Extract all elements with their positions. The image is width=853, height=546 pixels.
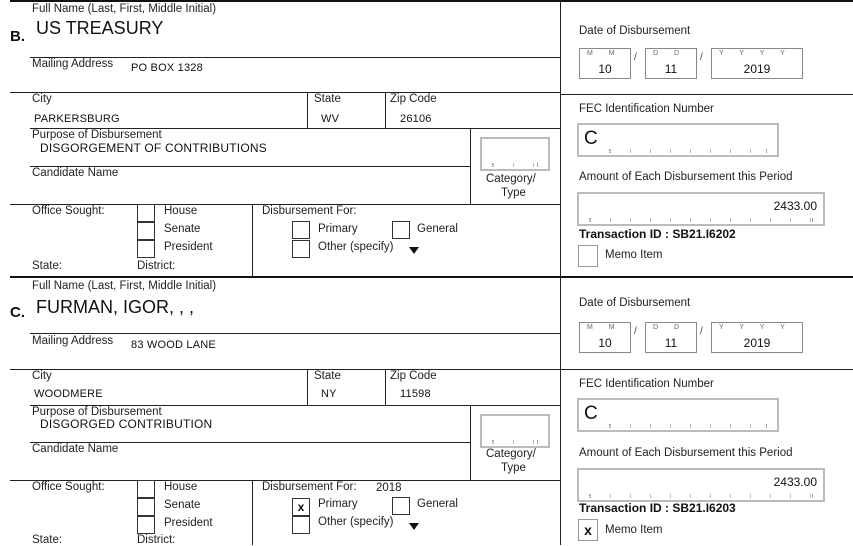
president-label: President: [164, 517, 213, 529]
down-arrow-icon: [409, 523, 419, 530]
entry-c: [0, 276, 853, 545]
primary-checkbox[interactable]: x: [292, 498, 310, 516]
primary-label: Primary: [318, 223, 358, 235]
date-year-value: 2019: [743, 62, 771, 76]
office-sought-label: Office Sought:: [32, 481, 105, 493]
district-label: District:: [137, 534, 176, 546]
section-border: [10, 276, 853, 278]
divider: [30, 333, 560, 334]
fec-id-label: FEC Identification Number: [579, 103, 714, 115]
disbursement-for-label: Disbursement For:: [262, 481, 357, 493]
category-type-label: Category/: [486, 448, 536, 460]
other-checkbox[interactable]: [292, 516, 310, 534]
city-label: City: [32, 93, 52, 105]
other-label: Other (specify): [318, 516, 394, 528]
category-type-label-2: Type: [501, 462, 526, 474]
memo-checkbox[interactable]: [578, 245, 598, 267]
section-letter: B.: [10, 28, 25, 45]
state-footer-label: State:: [32, 260, 63, 272]
general-checkbox[interactable]: [392, 221, 410, 239]
category-type-label: Category/: [486, 173, 536, 185]
amount-value: 2433.00: [773, 475, 817, 489]
mailing-address-value: PO BOX 1328: [131, 62, 203, 74]
mailing-address-label: Mailing Address: [32, 335, 114, 347]
senate-checkbox[interactable]: [137, 498, 155, 516]
date-year-box[interactable]: [711, 48, 803, 79]
divider: [307, 369, 308, 405]
state-label: State: [314, 370, 341, 382]
divider: [307, 92, 308, 128]
city-value: WOODMERE: [34, 388, 103, 400]
amount-field[interactable]: [577, 468, 825, 502]
senate-label: Senate: [164, 499, 201, 511]
transaction-id: Transaction ID : SB21.I6203: [579, 501, 736, 515]
full-name-label: Full Name (Last, First, Middle Initial): [32, 3, 217, 15]
month-placeholder: M M: [587, 50, 622, 57]
date-day-value: 11: [664, 336, 678, 350]
divider: [385, 369, 386, 405]
house-label: House: [164, 481, 198, 493]
president-label: President: [164, 241, 213, 253]
amount-label: Amount of Each Disbursement this Period: [579, 447, 793, 459]
house-label: House: [164, 205, 198, 217]
fec-id-prefix: C: [584, 403, 598, 424]
month-placeholder: M M: [587, 324, 622, 331]
candidate-name-label: Candidate Name: [32, 443, 119, 455]
payee-name: US TREASURY: [36, 18, 164, 38]
office-sought-label: Office Sought:: [32, 205, 105, 217]
city-value: PARKERSBURG: [34, 113, 120, 125]
other-label: Other (specify): [318, 241, 394, 253]
general-checkbox[interactable]: [392, 497, 410, 515]
date-month-box[interactable]: [579, 48, 631, 79]
zip-label: Zip Code: [390, 370, 437, 382]
amount-label: Amount of Each Disbursement this Period: [579, 171, 793, 183]
category-type-label-2: Type: [501, 187, 526, 199]
primary-checkbox[interactable]: [292, 221, 310, 239]
fec-id-field[interactable]: [577, 398, 779, 432]
day-placeholder: D D: [653, 324, 687, 331]
memo-item-label: Memo Item: [605, 249, 663, 261]
date-day-box[interactable]: [645, 322, 697, 353]
day-placeholder: D D: [653, 50, 687, 57]
date-day-value: 11: [664, 62, 678, 76]
category-type-box[interactable]: [480, 414, 550, 448]
date-year-box[interactable]: [711, 322, 803, 353]
year-placeholder: Y Y Y Y: [719, 50, 792, 57]
divider: [10, 369, 560, 370]
fec-id-field[interactable]: [577, 123, 779, 157]
date-month-box[interactable]: [579, 322, 631, 353]
date-month-value: 10: [598, 336, 612, 350]
other-checkbox[interactable]: [292, 240, 310, 258]
state-value: WV: [321, 113, 340, 125]
divider: [10, 92, 560, 93]
state-label: State: [314, 93, 341, 105]
down-arrow-icon: [409, 247, 419, 254]
section-letter: C.: [10, 304, 25, 321]
full-name-label: Full Name (Last, First, Middle Initial): [32, 280, 217, 292]
date-separator: /: [700, 326, 703, 337]
amount-value: 2433.00: [773, 199, 817, 213]
divider: [252, 204, 253, 276]
date-separator: /: [634, 52, 637, 63]
disbursement-for-label: Disbursement For:: [262, 205, 357, 217]
president-checkbox[interactable]: [137, 516, 155, 534]
general-label: General: [417, 223, 458, 235]
purpose-label: Purpose of Disbursement: [32, 129, 162, 141]
divider: [470, 405, 471, 481]
transaction-id: Transaction ID : SB21.I6202: [579, 227, 736, 241]
divider: [252, 480, 253, 545]
right-panel-divider: [560, 0, 561, 276]
fec-id-prefix: C: [584, 128, 598, 149]
primary-label: Primary: [318, 498, 358, 510]
date-label: Date of Disbursement: [579, 25, 691, 37]
date-separator: /: [700, 52, 703, 63]
divider: [560, 94, 853, 95]
fec-id-label: FEC Identification Number: [579, 378, 714, 390]
zip-label: Zip Code: [390, 93, 437, 105]
memo-checkbox[interactable]: x: [578, 519, 598, 541]
candidate-name-label: Candidate Name: [32, 167, 119, 179]
date-month-value: 10: [598, 62, 612, 76]
memo-item-label: Memo Item: [605, 524, 663, 536]
year-placeholder: Y Y Y Y: [719, 324, 792, 331]
district-label: District:: [137, 260, 176, 272]
general-label: General: [417, 498, 458, 510]
payee-name: FURMAN, IGOR, , ,: [36, 297, 195, 317]
purpose-value: DISGORGED CONTRIBUTION: [40, 417, 213, 431]
category-type-box[interactable]: [480, 137, 550, 171]
state-value: NY: [321, 388, 337, 400]
top-border: [10, 0, 853, 2]
city-label: City: [32, 370, 52, 382]
purpose-value: DISGORGEMENT OF CONTRIBUTIONS: [40, 141, 267, 155]
house-checkbox[interactable]: [137, 480, 155, 498]
president-checkbox[interactable]: [137, 240, 155, 258]
state-footer-label: State:: [32, 534, 63, 546]
purpose-label: Purpose of Disbursement: [32, 406, 162, 418]
zip-value: 11598: [400, 388, 431, 400]
date-separator: /: [634, 326, 637, 337]
divider: [385, 92, 386, 128]
date-label: Date of Disbursement: [579, 297, 691, 309]
senate-checkbox[interactable]: [137, 222, 155, 240]
divider: [560, 369, 853, 370]
right-panel-divider: [560, 276, 561, 545]
mailing-address-value: 83 WOOD LANE: [131, 339, 216, 351]
amount-field[interactable]: [577, 192, 825, 226]
house-checkbox[interactable]: [137, 204, 155, 222]
date-day-box[interactable]: [645, 48, 697, 79]
zip-value: 26106: [400, 113, 432, 125]
election-year-value: 2018: [376, 482, 402, 494]
date-year-value: 2019: [743, 336, 771, 350]
senate-label: Senate: [164, 223, 201, 235]
mailing-address-label: Mailing Address: [32, 58, 114, 70]
divider: [470, 128, 471, 204]
